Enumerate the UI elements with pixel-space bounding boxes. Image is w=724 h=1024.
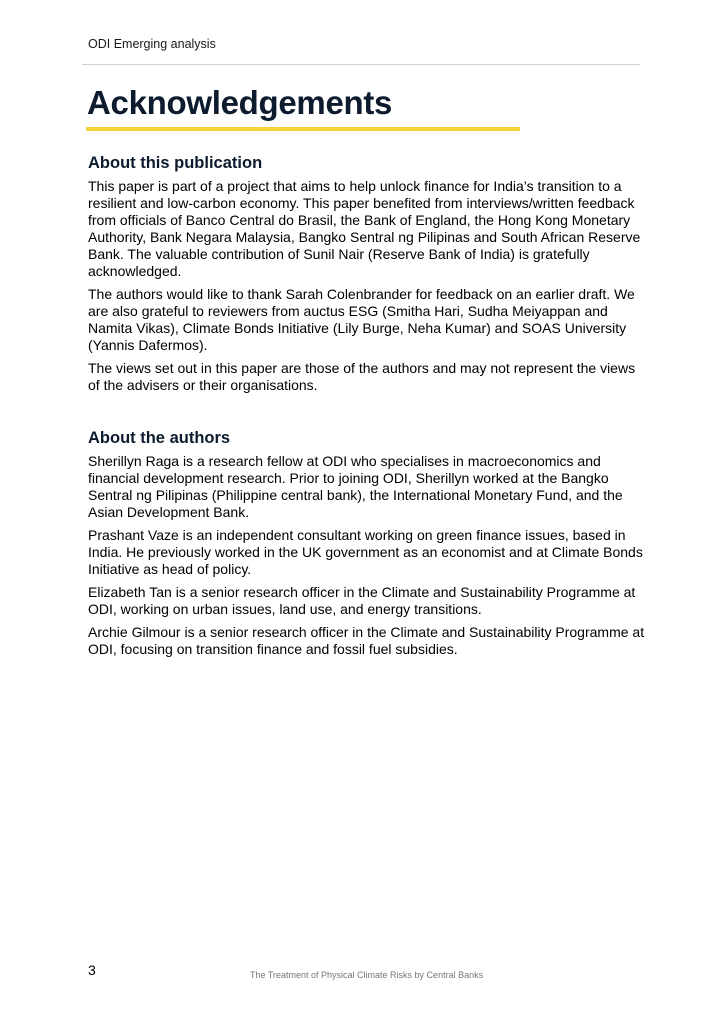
paragraph: Sherillyn Raga is a research fellow at ODI who specialises in macroeconomics and financial development research. Prior to joining ODI, Sherillyn worked at the Bangko Sentral ng Pilipinas (Philippine central bank), the International Monetary Fund, and the Asian Development Bank. (88, 453, 623, 520)
header-divider (82, 64, 640, 65)
paragraph: This paper is part of a project that aims to help unlock finance for India’s transition to a resilient and low-carbon economy. This paper benefited from interviews/written feedback from officials of Banco Central do Brasil, the Bank of England, the Hong Kong Monetary Authority, Bank Negara Malaysia, Bangko Sentral ng Pilipinas and South African Reserve Bank. The valuable contribution of Sunil Nair (Reserve Bank of India) is gratefully acknowledged. (88, 178, 641, 279)
page-title: Acknowledgements (87, 84, 393, 121)
header-label: ODI Emerging analysis (88, 37, 216, 51)
section-about-authors (88, 429, 648, 664)
section-about-publication (88, 154, 648, 400)
title-underline (86, 127, 520, 131)
section-heading: About the authors (88, 429, 231, 447)
page-number: 3 (88, 962, 96, 978)
paragraph: The authors would like to thank Sarah Colenbrander for feedback on an earlier draft. We are also grateful to reviewers from auctus ESG (Smitha Hari, Sudha Meiyappan and Namita Vikas), Climate Bonds Initiative (Lily Burge, Neha Kumar) and SOAS University (Yannis Dafermos). (88, 286, 635, 353)
footer-document-title: The Treatment of Physical Climate Risks by Central Banks (250, 970, 484, 980)
section-heading: About this publication (88, 154, 263, 172)
paragraph: Elizabeth Tan is a senior research officer in the Climate and Sustainability Programme at ODI, working on urban issues, land use, and energy transitions. (88, 584, 636, 617)
paragraph: The views set out in this paper are those of the authors and may not represent the views of the advisers or their organisations. (88, 360, 636, 393)
paragraph: Archie Gilmour is a senior research officer in the Climate and Sustainability Programme at ODI, focusing on transition finance and fossil fuel subsidies. (88, 624, 645, 657)
paragraph: Prashant Vaze is an independent consultant working on green finance issues, based in India. He previously worked in the UK government as an economist and at Climate Bonds Initiative as head of policy. (88, 527, 643, 577)
